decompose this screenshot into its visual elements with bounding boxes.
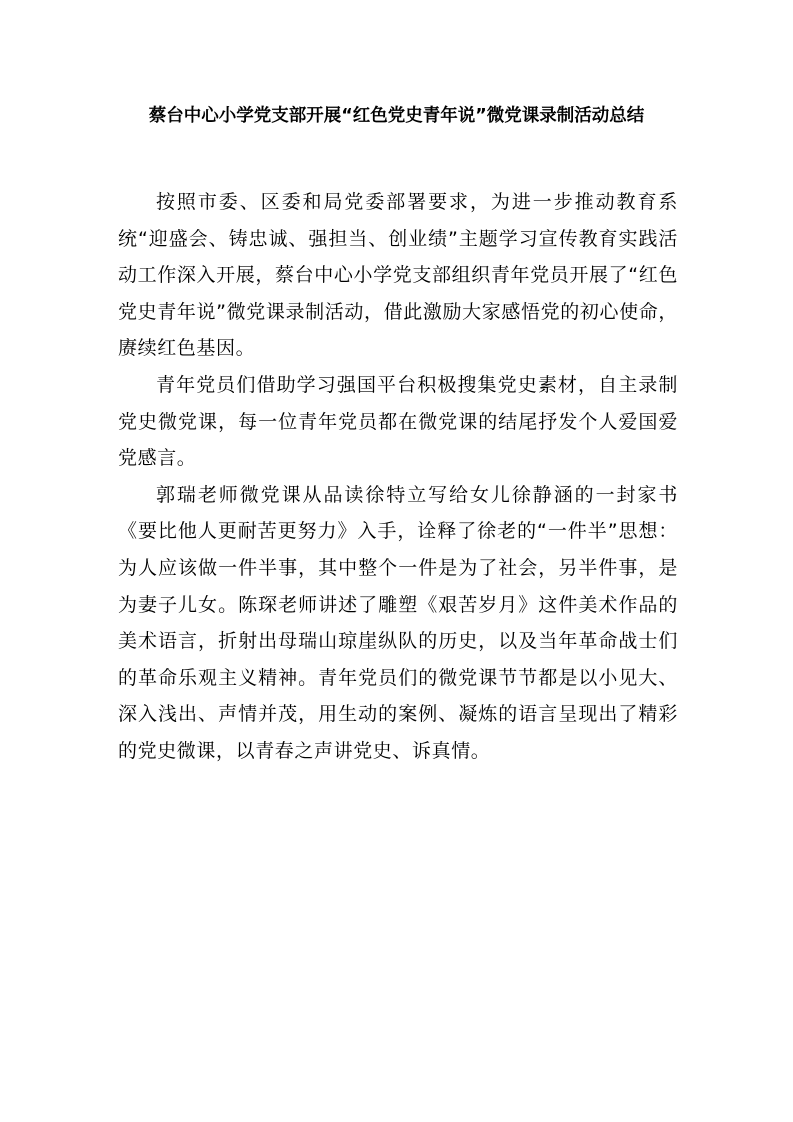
paragraph-recording: 青年党员们借助学习强国平台积极搜集党史素材，自主录制党史微党课，每一位青年党员都在微党课的结尾抒发个人爱国爱党感言。	[118, 373, 678, 470]
document-body	[118, 184, 678, 770]
paragraph-intro: 按照市委、区委和局党委部署要求，为进一步推动教育系统“迎盛会、铸忠诚、强担当、创业绩”主题学习宣传教育实践活动工作深入开展，蔡台中心小学党支部组织青年党员开展了“红色党史青年说”微党课录制活动，借此激励大家感悟党的初心使命，赓续红色基因。	[118, 191, 678, 360]
paragraph-examples: 郭瑞老师微党课从品读徐特立写给女儿徐静涵的一封家书《要比他人更耐苦更努力》入手，诠释了徐老的“一件半”思想：为人应该做一件半事，其中整个一件是为了社会，另半件事，是为妻子儿女。陈琛老师讲述了雕塑《艰苦岁月》这件美术作品的美术语言，折射出母瑞山琼崖纵队的历史，以及当年革命战士们的革命乐观主义精神。青年党员们的微党课节节都是以小见大、深入浅出、声情并茂，用生动的案例、凝炼的语言呈现出了精彩的党史微课，以青春之声讲党史、诉真情。	[118, 483, 678, 762]
document-title: 蔡台中心小学党支部开展“红色党史青年说”微党课录制活动总结	[148, 106, 645, 126]
